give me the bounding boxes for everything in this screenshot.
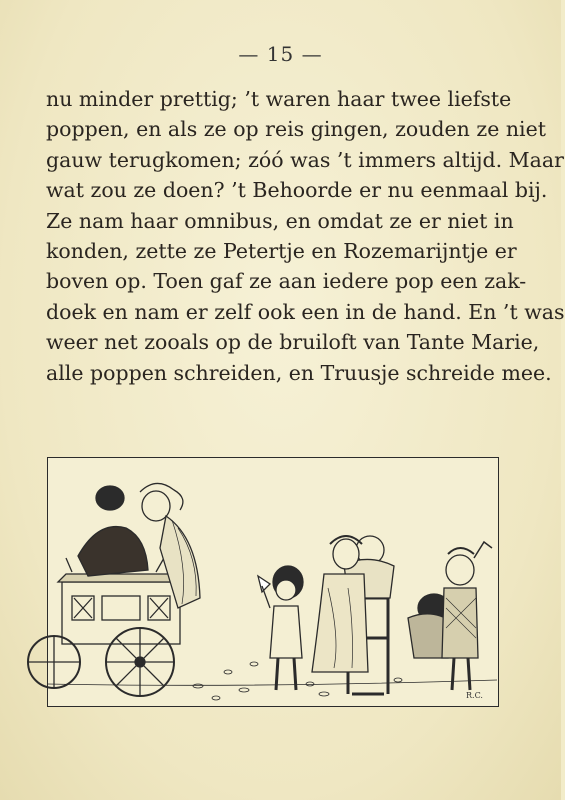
text-line: weer net zooals op de bruiloft van Tante Marie, (46, 330, 540, 355)
text-line: gauw terugkomen; zóó was ’t immers altijd. Maar (46, 147, 564, 172)
child-with-handkerchief (258, 566, 303, 690)
text-line: boven op. Toen gaf ze aan iedere pop een zak- (46, 269, 527, 294)
text-line: doek en nam er zelf ook een in de hand. En ’t was (46, 299, 565, 324)
illustrator-signature: R.C. (466, 691, 483, 700)
page-number: — 15 — (238, 42, 323, 66)
text-line: Ze nam haar omnibus, en omdat ze er niet in (46, 208, 514, 233)
illustration-drawing (48, 458, 497, 705)
text-line: poppen, en als ze op reis gingen, zouden ze niet (46, 117, 546, 142)
illustration (47, 457, 499, 707)
text-line: konden, zette ze Petertje en Rozemarijntje er (46, 238, 517, 263)
text-line: nu minder prettig; ’t waren haar twee liefste (46, 87, 512, 111)
text-line: wat zou ze doen? ’t Behoorde er nu eenmaal bij. (46, 178, 548, 203)
girls-group (408, 542, 492, 690)
body-text (46, 84, 565, 388)
text-line: alle poppen schreiden, en Truusje schreide mee. (46, 360, 552, 385)
